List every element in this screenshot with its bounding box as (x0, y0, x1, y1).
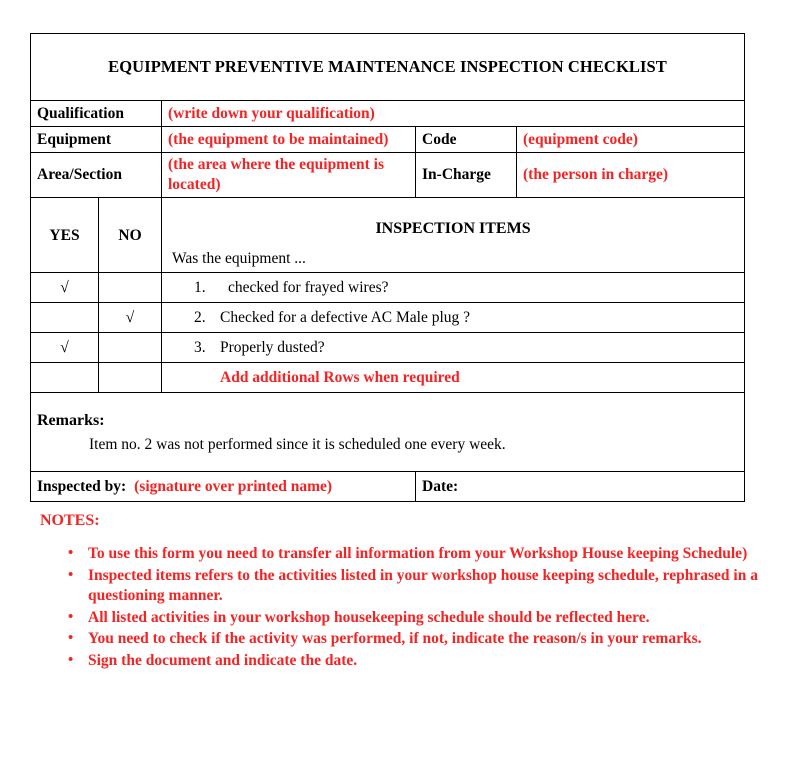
notes-list (40, 544, 760, 672)
inspected-by-cell (31, 472, 416, 502)
bullet-icon: • (68, 630, 74, 647)
list-item (40, 544, 760, 565)
area-section-row (31, 153, 745, 198)
add-rows-yes-cell[interactable] (31, 363, 99, 393)
item-1-text: checked for frayed wires? (228, 278, 389, 296)
title-row (31, 34, 745, 101)
inspected-by-value[interactable]: (signature over printed name) (134, 477, 333, 495)
document-title-cell (31, 34, 745, 101)
in-charge-value[interactable]: (the person in charge) (517, 153, 745, 198)
item-1-yes-check[interactable]: √ (31, 273, 99, 303)
bullet-icon: • (68, 608, 74, 625)
item-1-cell (162, 273, 745, 303)
inspected-by-label: Inspected by: (37, 477, 127, 495)
bullet-icon: • (68, 545, 74, 561)
bullet-icon: • (68, 566, 74, 583)
inspection-items-title: INSPECTION ITEMS (375, 219, 531, 237)
yes-column-header: YES (31, 198, 99, 273)
equipment-row (31, 127, 745, 153)
list-item (40, 651, 760, 672)
item-3-yes-check[interactable]: √ (31, 333, 99, 363)
area-section-label: Area/Section (31, 153, 162, 198)
note-text-3: All listed activities in your workshop housekeeping schedule should be reflected here. (88, 608, 650, 626)
equipment-label: Equipment (31, 127, 162, 153)
code-label: Code (416, 127, 517, 153)
list-item (40, 629, 760, 650)
item-1-no-check[interactable] (99, 273, 162, 303)
item-3-cell (162, 333, 745, 363)
notes-section (40, 512, 760, 673)
inspection-items-subtitle: Was the equipment ... (172, 250, 306, 268)
item-2-yes-check[interactable] (31, 303, 99, 333)
add-rows-note: Add additional Rows when required (162, 363, 745, 393)
item-2-cell (162, 303, 745, 333)
table-row (31, 303, 745, 333)
no-column-header: NO (99, 198, 162, 273)
item-3-text: Properly dusted? (220, 338, 325, 356)
item-3-number: 3. (194, 338, 206, 356)
qualification-value[interactable]: (write down your qualification) (162, 101, 745, 127)
table-row (31, 273, 745, 303)
remarks-cell[interactable] (31, 393, 745, 472)
date-label[interactable]: Date: (416, 472, 745, 502)
remarks-row (31, 393, 745, 472)
signature-row (31, 472, 745, 502)
remarks-label: Remarks: (37, 411, 105, 429)
add-rows-row (31, 363, 745, 393)
item-3-no-check[interactable] (99, 333, 162, 363)
note-text-4: You need to check if the activity was performed, if not, indicate the reason/s in your remarks. (88, 630, 702, 648)
in-charge-label: In-Charge (416, 153, 517, 198)
inspection-header-row (31, 198, 745, 273)
item-2-text: Checked for a defective AC Male plug ? (220, 308, 471, 326)
qualification-row (31, 101, 745, 127)
area-section-value[interactable]: (the area where the equipment is located) (162, 153, 416, 198)
note-text-5: Sign the document and indicate the date. (88, 652, 358, 670)
table-row (31, 333, 745, 363)
inspection-items-header-cell (162, 198, 745, 273)
note-text-2: Inspected items refers to the activities listed in your workshop house keeping schedule, rephrased in a questioning manner. (88, 566, 758, 605)
note-text-1: To use this form you need to transfer all information from your Workshop House keeping Schedule) (88, 545, 748, 562)
remarks-text: Item no. 2 was not performed since it is scheduled one every week. (89, 436, 506, 454)
inspection-form-table (30, 33, 745, 502)
notes-heading: NOTES: (40, 512, 100, 529)
page-title: EQUIPMENT PREVENTIVE MAINTENANCE INSPECTION CHECKLIST (108, 57, 667, 77)
list-item (40, 566, 760, 607)
add-rows-no-cell[interactable] (99, 363, 162, 393)
bullet-icon: • (68, 652, 74, 669)
item-2-no-check[interactable]: √ (99, 303, 162, 333)
equipment-value[interactable]: (the equipment to be maintained) (162, 127, 416, 153)
list-item (40, 608, 760, 629)
item-2-number: 2. (194, 308, 206, 326)
item-1-number: 1. (194, 278, 206, 296)
qualification-label: Qualification (31, 101, 162, 127)
code-value[interactable]: (equipment code) (517, 127, 745, 153)
